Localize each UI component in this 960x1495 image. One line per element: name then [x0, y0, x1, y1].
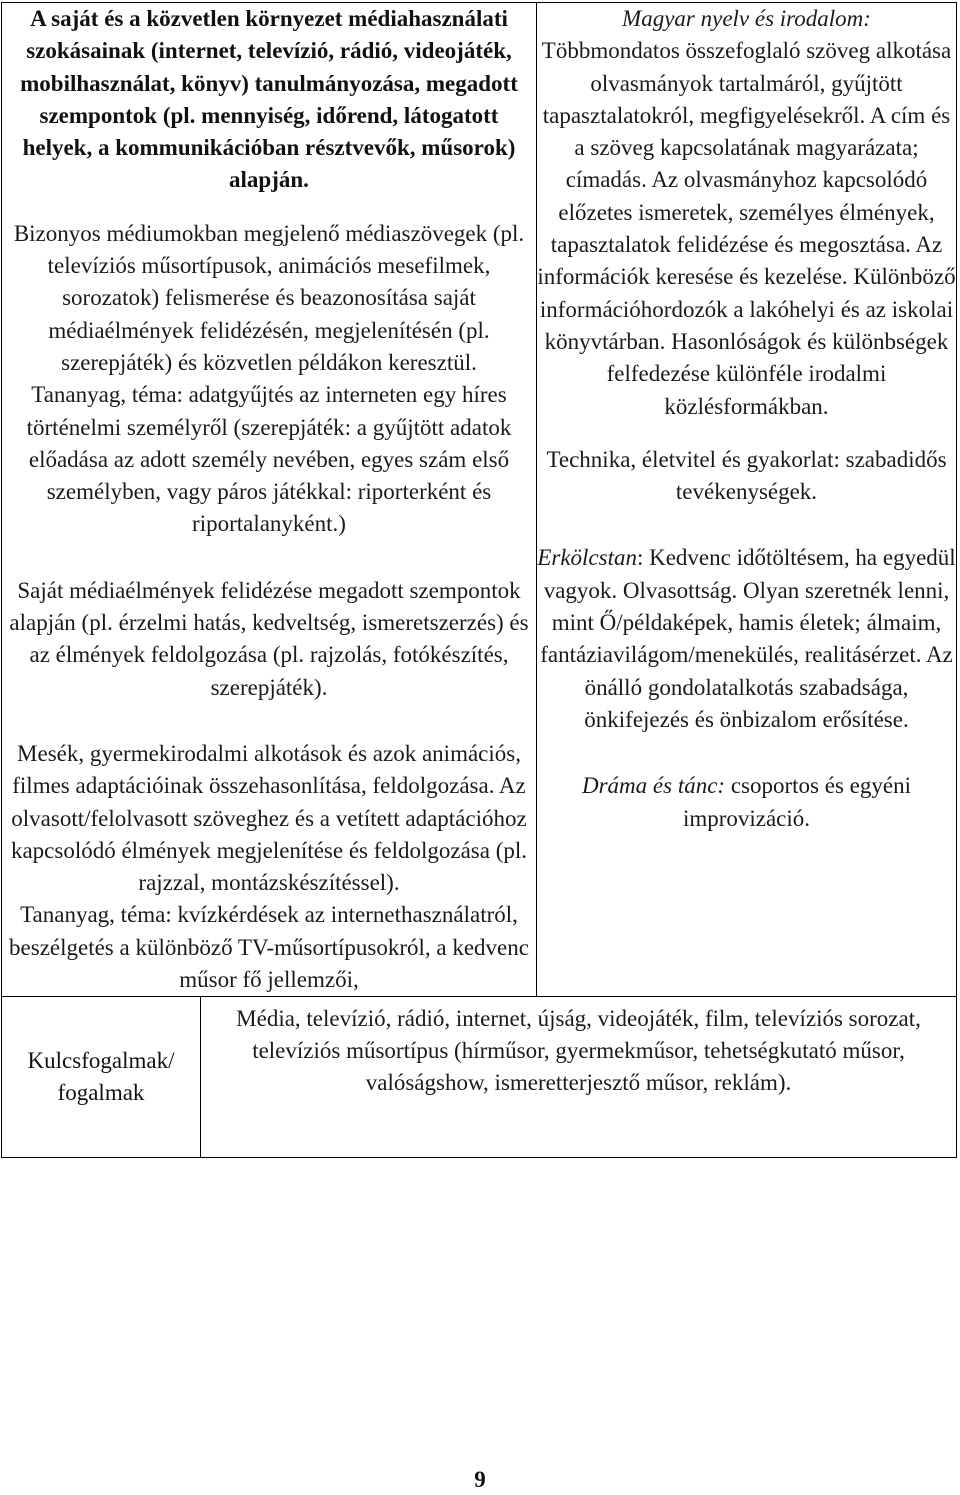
technology-connection: Technika, életvitel és gyakorlat: szabadidős tevékenységek. — [546, 446, 947, 505]
media-texts-paragraph: Bizonyos médiumokban megjelenő médiaszövegek (pl. televíziós műsortípusok, animációs mesefilmek, sorozatok) felismerése és beazonosítása saját médiaélmények felidézésén, megjelenítésén (pl. szerepjáték) és közvetlen példákon keresztül. — [13, 220, 525, 375]
keywords-label: Kulcsfogalmak/ fogalmak — [2, 997, 201, 1157]
ethics-label: Erkölcstan — [537, 545, 637, 571]
drama-text: csoportos és egyéni improvizáció. — [682, 773, 911, 831]
media-experiences-paragraph: Saját médiaélmények felidézése megadott szempontok alapján (pl. érzelmi hatás, kedveltség, ismeretszerzés) és az élmények feldolgozása (pl. rajzolás, fotókészítés, szerepjáték). — [9, 577, 529, 700]
keywords-row — [2, 997, 957, 1158]
hungarian-text: Többmondatos összefoglaló szöveg alkotása olvasmányok tartalmáról, gyűjtött tapasztalatokról, megfigyelésekről. A cím és a szöveg kapcsolatának magyarázata; címadás. Az olvasmányhoz kapcsolódó előzetes ismeretek, személyes élmények, tapasztalatok felidézése és megosztása. Az információk keresése és kezelése. Különböző információhordozók a lakóhelyi és az iskolai könyvtárban. Hasonlóságok és különbségek felfedezése különféle irodalmi közlésformákban. — [537, 38, 956, 419]
curriculum-table — [1, 2, 957, 1158]
media-habits-paragraph: A saját és a közvetlen környezet médiahasználati szokásainak (internet, televízió, rádió, videojáték, mobilhasználat, könyv) tanulmányozása, megadott szempontok (pl. mennyiség, időrend, látogatott helyek, a kommunikációban résztvevők, műsorok) alapján. — [20, 6, 518, 193]
ethics-connection — [537, 542, 956, 736]
activities-cell — [2, 3, 537, 997]
drama-label: Dráma és tánc: — [582, 773, 726, 799]
content-row — [2, 3, 957, 997]
tales-adaptation-paragraph: Mesék, gyermekirodalmi alkotások és azok animációs, filmes adaptációinak összehasonlítása, feldolgozása. Az olvasott/felolvasott szöveghez és a vetített adaptációhoz kapcsolódó élmények megjelenítése és feldolgozása (pl. rajzzal, montázskészítéssel). — [10, 740, 528, 896]
keywords-text: Média, televízió, rádió, internet, újság, videojáték, film, televíziós sorozat, televíziós műsortípus (hírműsor, gyermekműsor, tehetségkutató műsor, valóságshow, ismeretterjesztő műsor, reklám). — [236, 1006, 921, 1096]
topic-quiz-paragraph: Tananyag, téma: kvízkérdések az internethasználatról, beszélgetés a különböző TV-műsortípusokról, a kedvenc műsor fő jellemzői, — [9, 902, 529, 993]
ethics-text: : Kedvenc időtöltésem, ha egyedül vagyok. Olvasottság. Olyan szeretnék lenni, mint Ő/példaképek, hamis életek; álmaim, fantáziavilágom/menekülés, realitásérzet. Az önálló gondolatalkotás szabadsága, önkifejezés és önbizalom erősítése. — [540, 545, 956, 732]
keywords-wrapper-cell — [2, 997, 957, 1158]
hungarian-label: Magyar nyelv és irodalom: — [622, 6, 871, 31]
hungarian-connection — [537, 3, 956, 423]
connections-cell — [537, 3, 957, 997]
keywords-inner-table — [2, 997, 956, 1157]
drama-connection — [537, 770, 956, 835]
page-number: 9 — [474, 1467, 486, 1492]
topic-data-collection-paragraph: Tananyag, téma: adatgyűjtés az interneten egy híres történelmi személyről (szerepjáték: a gyűjtött adatok előadása az adott személy nevében, egyes szám első személyben, vagy páros játékkal: riporterként és riportalanyként.) — [26, 382, 512, 537]
